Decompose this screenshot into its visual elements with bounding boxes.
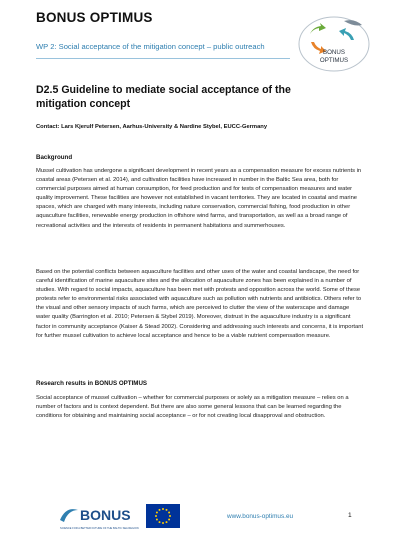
eu-flag-icon <box>146 504 180 528</box>
page-footer <box>0 500 400 543</box>
bonus-tagline: SCIENCE FOR A BETTER FUTURE OF THE BALTIC SEA REGION <box>60 527 139 530</box>
research-paragraph-1: Social acceptance of mussel cultivation – whether for commercial purposes or solely as a mitigation measure – relies on a number of factors and is context dependent. But there are also some general lessons that can be learned regarding the conditions for obtaining and maintaining social acceptance – or for not creating local disapproval and obstruction. <box>36 395 349 420</box>
bonus-optimus-logo <box>296 14 372 74</box>
bonus-wordmark: BONUS <box>80 507 131 523</box>
arrow-teal-icon <box>339 28 354 40</box>
project-title: BONUS OPTIMUS <box>36 10 153 25</box>
page-number: 1 <box>348 512 352 519</box>
bonus-programme-logo <box>58 502 140 532</box>
arrow-green-icon <box>310 23 326 34</box>
background-heading: Background <box>36 154 73 161</box>
header-divider <box>36 58 290 59</box>
logo-text-bonus: BONUS <box>322 49 346 56</box>
website-link[interactable]: www.bonus-optimus.eu <box>227 513 294 520</box>
swoosh-icon <box>60 509 78 522</box>
logo-text-optimus: OPTIMUS <box>319 57 349 64</box>
deliverable-title: D2.5 Guideline to mediate social acceptance of the mitigation concept <box>36 84 291 110</box>
background-paragraph-2: Based on the potential conflicts between aquaculture facilities and other uses of the water and coastal landscape, the need for careful identification of marine aquaculture sites and the allocation of aquaculture zones has been explained in a number of studies. With regard to social impacts, aquaculture has been met with protests and opposition across the world. Some of these protests refer to environmental risks associated with aquaculture such as pollution with nutrients and antibiotics. Others refer to the visual and other sensory impacts of such farms, which are perceived to clutter the view of the waterscape and damage water quality (Barrington et al. 2010; Petersen & Stybel 2019). Moreover, distrust in the aquaculture industry is a significant factor in community acceptance (Kaiser & Stead 2002). Considering and addressing such interests and concerns, it is important for further mussel cultivation to achieve local acceptance and hence to be a viable nutrient compensation measure. <box>36 269 364 339</box>
contact-line: Contact: Lars Kjerulf Petersen, Aarhus-University & Nardine Stybel, EUCC-Germany <box>36 124 268 130</box>
work-package-subtitle: WP 2: Social acceptance of the mitigation concept – public outreach <box>36 42 265 51</box>
research-heading: Research results in BONUS OPTIMUS <box>36 380 148 387</box>
fish-icon <box>344 20 362 25</box>
background-paragraph-1: Mussel cultivation has undergone a significant development in recent years as a compensation measure for excess nutrients in coastal areas (Petersen et al. 2014), and cultivation facilities have increased in number in the Baltic Sea area, both for commercial purposes aimed at human consumption, for feed production and for tests of compensation measures and water quality improvement. These facilities are however not established in vacant territories. They are located in coastal and marine spaces, which are charged with many interests, including nature conservation, commercial fishing, food production in other aquaculture facilities, renewable energy production in offshore wind farms, and transportation, as well as a broad range of recreational activities and the interests of residents in permanent habitations and summerhouses. <box>36 168 362 229</box>
